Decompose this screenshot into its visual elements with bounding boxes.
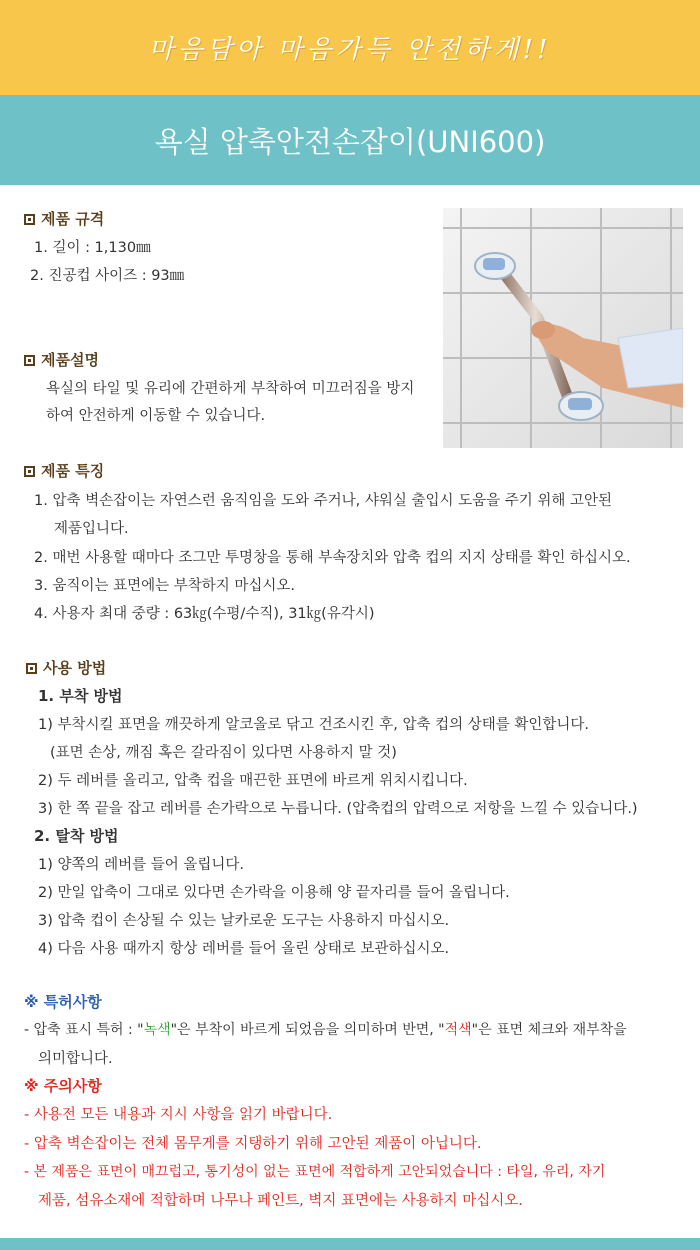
attach-line-2: 2) 두 레버를 올리고, 압축 컵을 매끈한 표면에 바르게 위치시킵니다. <box>38 773 468 789</box>
attach-heading: 1. 부착 방법 <box>38 687 123 705</box>
detach-line-1: 1) 양쪽의 레버를 들어 올립니다. <box>38 857 245 873</box>
usage-heading-text: 사용 방법 <box>43 659 107 677</box>
square-bullet-icon <box>24 355 35 366</box>
patent-line-1 <box>24 1019 627 1039</box>
product-photo <box>443 208 683 448</box>
title-banner <box>0 95 700 185</box>
patent-prefix: - 압축 표시 특허 : " <box>24 1022 144 1038</box>
usage-heading <box>26 657 106 678</box>
feature-line-4: 4. 사용자 최대 중량 : 63㎏(수평/수직), 31㎏(유각시) <box>34 606 375 622</box>
desc-line-1: 욕실의 타일 및 유리에 간편하게 부착하여 미끄러짐을 방지 <box>46 381 415 397</box>
feature-line-3: 3. 움직이는 표면에는 부착하지 마십시오. <box>34 578 295 594</box>
features-heading <box>24 460 104 481</box>
patent-middle: "은 부착이 바르게 되었음을 의미하며 반면, " <box>170 1022 445 1038</box>
caution-heading: ※ 주의사항 <box>24 1077 102 1095</box>
patent-red-word: 적색 <box>444 1022 472 1038</box>
product-title: 욕실 압축안전손잡이(UNI600) <box>154 124 546 159</box>
attach-line-3: 3) 한 쪽 끝을 잡고 레버를 손가락으로 누릅니다. (압축컵의 압력으로 저항을 느낄 수 있습니다.) <box>38 801 638 817</box>
features-heading-text: 제품 특징 <box>41 462 105 480</box>
patent-heading: ※ 특허사항 <box>24 993 102 1011</box>
caution-line-2: - 압축 벽손잡이는 전체 몸무게를 지탱하기 위해 고안된 제품이 아닙니다. <box>24 1136 482 1152</box>
feature-line-1b: 제품입니다. <box>54 521 129 537</box>
desc-heading <box>24 349 99 370</box>
attach-line-1b: (표면 손상, 깨짐 혹은 갈라짐이 있다면 사용하지 말 것) <box>50 745 397 761</box>
patent-green-word: 녹색 <box>143 1022 171 1038</box>
detach-heading: 2. 탈착 방법 <box>34 827 119 845</box>
desc-line-2: 하여 안전하게 이동할 수 있습니다. <box>46 408 266 424</box>
feature-line-2: 2. 매번 사용할 때마다 조그만 투명창을 통해 부속장치와 압축 컵의 지지 상태를 확인 하십시오. <box>34 550 631 566</box>
caution-line-4: 제품, 섬유소재에 적합하며 나무나 페인트, 벽지 표면에는 사용하지 마십시오. <box>38 1193 523 1209</box>
bottom-bar <box>0 1238 700 1250</box>
detach-line-2: 2) 만일 압축이 그대로 있다면 손가락을 이용해 양 끝자리를 들어 올립니다. <box>38 885 510 901</box>
caution-line-1: - 사용전 모든 내용과 지시 사항을 읽기 바랍니다. <box>24 1107 333 1123</box>
slogan-text: 마음담아 마음가득 안전하게!! <box>148 35 552 65</box>
square-bullet-icon <box>24 214 35 225</box>
spec-heading <box>24 208 104 229</box>
square-bullet-icon <box>24 466 35 477</box>
patent-suffix: "은 표면 체크와 재부착을 <box>471 1022 627 1038</box>
slogan-banner <box>0 0 700 95</box>
patent-line-2: 의미합니다. <box>38 1051 113 1067</box>
caution-line-3: - 본 제품은 표면이 매끄럽고, 통기성이 없는 표면에 적합하게 고안되었습니다 : 타일, 유리, 자기 <box>24 1164 606 1180</box>
detach-line-3: 3) 압축 컵이 손상될 수 있는 날카로운 도구는 사용하지 마십시오. <box>38 913 450 929</box>
desc-heading-text: 제품설명 <box>41 351 99 369</box>
detach-line-4: 4) 다음 사용 때까지 항상 레버를 들어 올린 상태로 보관하십시오. <box>38 941 450 957</box>
square-bullet-icon <box>26 663 37 674</box>
attach-line-1: 1) 부착시킬 표면을 깨끗하게 알코올로 닦고 건조시킨 후, 압축 컵의 상태를 확인합니다. <box>38 717 590 733</box>
spec-item-1: 1. 길이 : 1,130㎜ <box>34 240 151 256</box>
spec-item-2: 2. 진공컵 사이즈 : 93㎜ <box>30 268 185 284</box>
spec-heading-text: 제품 규격 <box>41 210 105 228</box>
grab-bar-illustration <box>443 208 683 448</box>
feature-line-1: 1. 압축 벽손잡이는 자연스런 움직임을 도와 주거나, 샤워실 출입시 도움을 주기 위해 고안된 <box>34 493 613 509</box>
